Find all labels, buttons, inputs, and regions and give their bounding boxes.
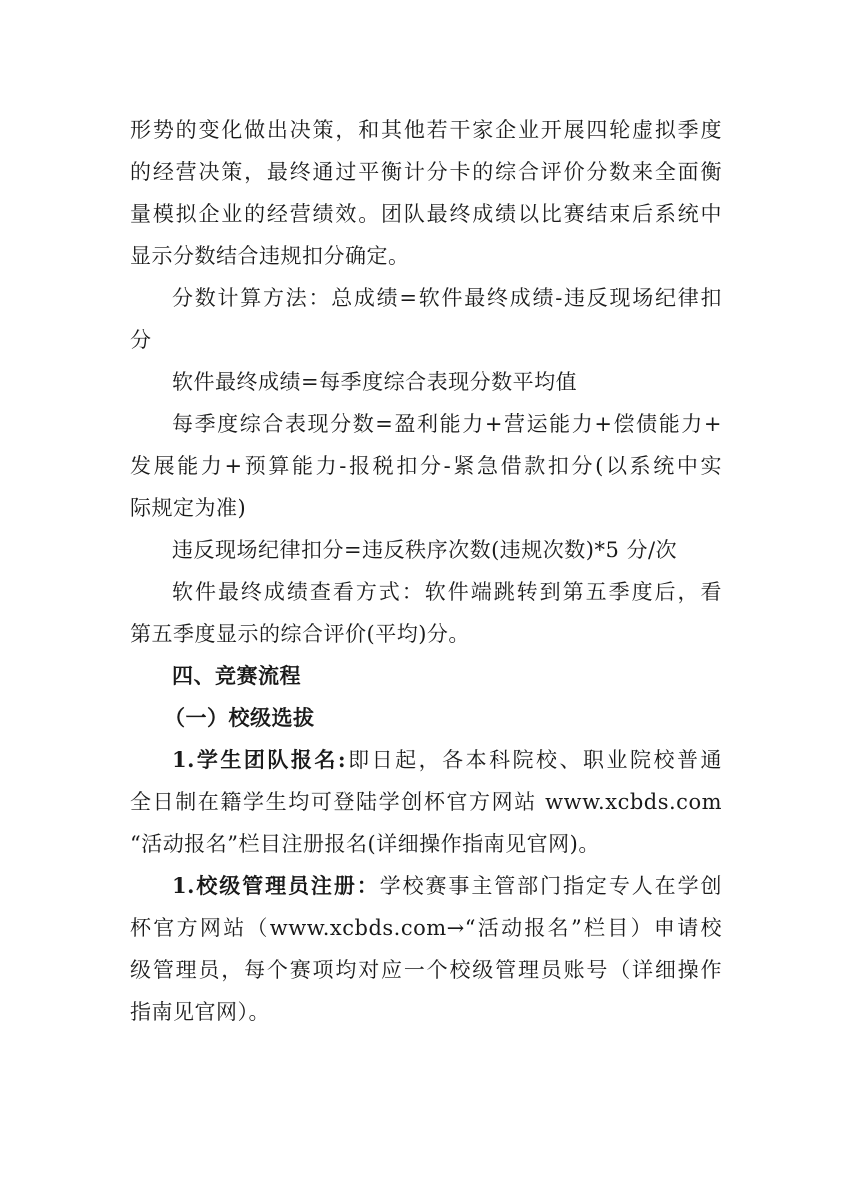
paragraph-line: 指南见官网）。 [130, 1000, 270, 1024]
formula-line: 每季度综合表现分数=盈利能力+营运能力+偿债能力+ [172, 412, 722, 436]
formula-line: 软件最终成绩=每季度综合表现分数平均值 [172, 370, 578, 394]
paragraph-line: 软件最终成绩查看方式：软件端跳转到第五季度后，看 [172, 580, 722, 604]
formula-line: 违反现场纪律扣分=违反秩序次数(违规次数)*5 分/次 [172, 538, 678, 562]
section-heading: 四、竞赛流程 [172, 664, 301, 688]
formula-line: 际规定为准) [130, 496, 247, 520]
formula-line: 分 [130, 328, 152, 352]
item-label: 1.学生团队报名: [172, 747, 347, 772]
formula-line: 分数计算方法：总成绩=软件最终成绩-违反现场纪律扣 [172, 286, 722, 310]
item-label: 1.校级管理员注册： [172, 873, 380, 898]
paragraph-line: 全日制在籍学生均可登陆学创杯官方网站 www.xcbds.com [130, 790, 722, 814]
paragraph-line: 形势的变化做出决策，和其他若干家企业开展四轮虚拟季度 [130, 118, 722, 142]
paragraph-line: “活动报名”栏目注册报名(详细操作指南见官网)。 [130, 832, 600, 856]
paragraph-line: 量模拟企业的经营绩效。团队最终成绩以比赛结束后系统中 [130, 202, 722, 226]
paragraph-line [172, 745, 722, 775]
item-text: 即日起，各本科院校、职业院校普通 [346, 748, 722, 772]
paragraph-line [172, 871, 722, 901]
formula-line: 发展能力+预算能力-报税扣分-紧急借款扣分(以系统中实 [130, 454, 722, 478]
paragraph-line: 杯官方网站（www.xcbds.com→“活动报名”栏目）申请校 [130, 916, 722, 940]
paragraph-line: 的经营决策，最终通过平衡计分卡的综合评价分数来全面衡 [130, 160, 722, 184]
paragraph-line: 级管理员，每个赛项均对应一个校级管理员账号（详细操作 [130, 958, 722, 982]
paragraph-line: 第五季度显示的综合评价(平均)分。 [130, 622, 470, 646]
subsection-heading: （一）校级选拔 [164, 706, 315, 730]
item-text: 学校赛事主管部门指定专人在学创 [379, 874, 722, 898]
paragraph-line: 显示分数结合违规扣分确定。 [130, 244, 410, 268]
